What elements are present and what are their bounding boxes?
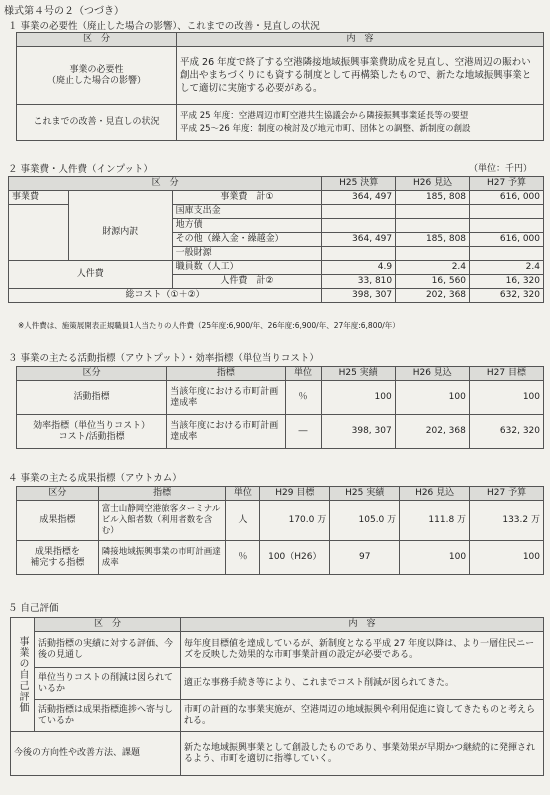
shokuin-label: 職員数（人工）	[172, 261, 322, 275]
indicator-text: 富士山静岡空港旅客ターミナルビル入館者数（利用者数を含む）	[98, 501, 226, 541]
value-cell: 100	[321, 381, 395, 415]
cost-table	[8, 176, 544, 303]
header-kubun: 区 分	[17, 33, 177, 47]
header-h27: H27 予算	[470, 177, 544, 191]
ippan-label: 一般財源	[172, 247, 322, 261]
total-cost-label: 総コスト（①＋②）	[9, 289, 322, 303]
header-h25: H25 決算	[322, 177, 396, 191]
jinkenhi-label: 人件費	[9, 261, 173, 289]
value-cell: 616, 000	[470, 233, 544, 247]
value-cell: 185, 808	[396, 191, 470, 205]
section-1-title: １ 事業の必要性（廃止した場合の影響）、これまでの改善・見直しの状況	[8, 21, 320, 32]
unit-cell: ―	[285, 415, 321, 449]
value-cell: 105.0 万	[330, 501, 400, 541]
supplement-indicator-label: 成果指標を 補完する指標	[17, 541, 99, 575]
eval-activity-text: 毎年度目標値を達成しているが、新制度となる平成 27 年度以降は、より一層住民ニーズを反映した効果的な市町事業計画の設定が必要である。	[181, 632, 544, 668]
section-4-title: ４ 事業の主たる成果指標（アウトカム）	[8, 473, 182, 484]
header-kubun: 区分	[17, 487, 99, 501]
activity-indicator-label: 活動指標	[17, 381, 167, 415]
value-cell: 97	[330, 541, 400, 575]
eval-direction-label: 今後の方向性や改善方法、課題	[11, 732, 181, 776]
header-kubun: 区分	[17, 367, 167, 381]
value-cell: 16, 320	[470, 275, 544, 289]
value-cell: 202, 368	[395, 415, 469, 449]
header-h29: H29 目標	[260, 487, 330, 501]
eval-cost-text: 適正な事務手続き等により、これまでコスト削減が図られてきた。	[181, 668, 544, 700]
improvement-label: これまでの改善・見直しの状況	[17, 105, 177, 141]
header-kubun: 区 分	[9, 177, 322, 191]
value-cell: 100	[470, 541, 544, 575]
value-cell: 185, 808	[396, 233, 470, 247]
value-cell: 16, 560	[396, 275, 470, 289]
header-naiyo: 内 容	[177, 33, 544, 47]
header-h25: H25 実績	[330, 487, 400, 501]
improvement-text: 平成 25 年度：空港周辺市町空港共生協議会から隣接振興事業延長等の要望 平成 25〜26 年度：制度の検討及び地元市町、団体との調整、新制度の創設	[177, 105, 544, 141]
header-h27: H27 予算	[470, 487, 544, 501]
value-cell: 364, 497	[322, 233, 396, 247]
jinkenhi-total-label: 人件費 計②	[172, 275, 322, 289]
value-cell: 4.9	[322, 261, 396, 275]
value-cell: 111.8 万	[400, 501, 470, 541]
value-cell: 2.4	[470, 261, 544, 275]
section-2-title: ２ 事業費・人件費（インプット）	[8, 164, 153, 175]
value-cell: 632, 320	[469, 415, 543, 449]
value-cell: 398, 307	[322, 289, 396, 303]
section-5-title: ５ 自己評価	[8, 603, 59, 614]
necessity-text: 平成 26 年度で終了する空港隣接地域振興事業費助成を見直し、空港周辺の賑わい創出やまちづくりにも資する制度として再構築したもので、新たな地域振興事業として適切に実施する必要がある。	[177, 47, 544, 105]
section-3-title: ３ 事業の主たる活動指標（アウトプット）・効率指標（単位当りコスト）	[8, 353, 319, 364]
outcome-indicator-label: 成果指標	[17, 501, 99, 541]
eval-contribution-label: 活動指標は成果指標進捗へ寄与しているか	[35, 700, 181, 732]
value-cell: 616, 000	[470, 191, 544, 205]
zaigen-label: 財源内訳	[68, 205, 172, 261]
value-cell: 100	[400, 541, 470, 575]
header-h26: H26 見込	[395, 367, 469, 381]
chihosai-label: 地方債	[172, 219, 322, 233]
jigyohi-total-label: 事業費 計①	[172, 191, 322, 205]
output-table	[16, 366, 544, 449]
eval-cost-label: 単位当りコストの削減は図られているか	[35, 668, 181, 700]
unit-cell: ％	[226, 541, 260, 575]
kokko-label: 国庫支出金	[172, 205, 322, 219]
eval-contribution-text: 市町の計画的な事業実施が、空港周辺の地域振興や利用促進に資してきたものと考えられる。	[181, 700, 544, 732]
personnel-cost-note: ※人件費は、施策展開表正規職員1人当たりの人件費（25年度:6,900/年、26年度:6,900/年、27年度:6,800/年）	[18, 321, 400, 330]
self-evaluation-side-label: 事業の自己評価	[11, 618, 35, 732]
value-cell: 33, 810	[322, 275, 396, 289]
header-h26: H26 見込	[396, 177, 470, 191]
value-cell: 100	[395, 381, 469, 415]
header-kubun: 区 分	[35, 618, 181, 632]
outcome-table	[16, 486, 544, 575]
header-h26: H26 見込	[400, 487, 470, 501]
header-h27: H27 目標	[469, 367, 543, 381]
header-tani: 単位	[285, 367, 321, 381]
necessity-label: 事業の必要性 （廃止した場合の影響）	[17, 47, 177, 105]
eval-activity-label: 活動指標の実績に対する評価、今後の見通し	[35, 632, 181, 668]
value-cell: 398, 307	[321, 415, 395, 449]
header-shihyo: 指標	[98, 487, 226, 501]
unit-label: （単位：千円）	[468, 164, 532, 174]
indicator-text: 当該年度における市町計画達成率	[167, 381, 285, 415]
form-label: 様式第４号の２（つづき）	[4, 6, 124, 17]
necessity-table	[16, 32, 544, 141]
value-cell: 202, 368	[396, 289, 470, 303]
value-cell: 170.0 万	[260, 501, 330, 541]
header-h25: H25 実績	[321, 367, 395, 381]
unit-cell: ％	[285, 381, 321, 415]
header-shihyo: 指標	[167, 367, 285, 381]
indicator-text: 隣接地域振興事業の市町計画達成率	[98, 541, 226, 575]
header-naiyo: 内 容	[181, 618, 544, 632]
indicator-text: 当該年度における市町計画達成率	[167, 415, 285, 449]
jigyohi-label: 事業費	[9, 191, 69, 205]
header-tani: 単位	[226, 487, 260, 501]
value-cell: 133.2 万	[470, 501, 544, 541]
efficiency-indicator-label: 効率指標（単位当りコスト） コスト/活動指標	[17, 415, 167, 449]
self-evaluation-table	[10, 617, 544, 776]
value-cell: 100（H26）	[260, 541, 330, 575]
value-cell: 2.4	[396, 261, 470, 275]
value-cell: 632, 320	[470, 289, 544, 303]
sonota-label: その他（繰入金・繰越金）	[172, 233, 322, 247]
value-cell: 100	[469, 381, 543, 415]
unit-cell: 人	[226, 501, 260, 541]
eval-direction-text: 新たな地域振興事業として創設したものであり、事業効果が早期かつ継続的に発揮されるよう、市町を適切に指導していく。	[181, 732, 544, 776]
value-cell: 364, 497	[322, 191, 396, 205]
